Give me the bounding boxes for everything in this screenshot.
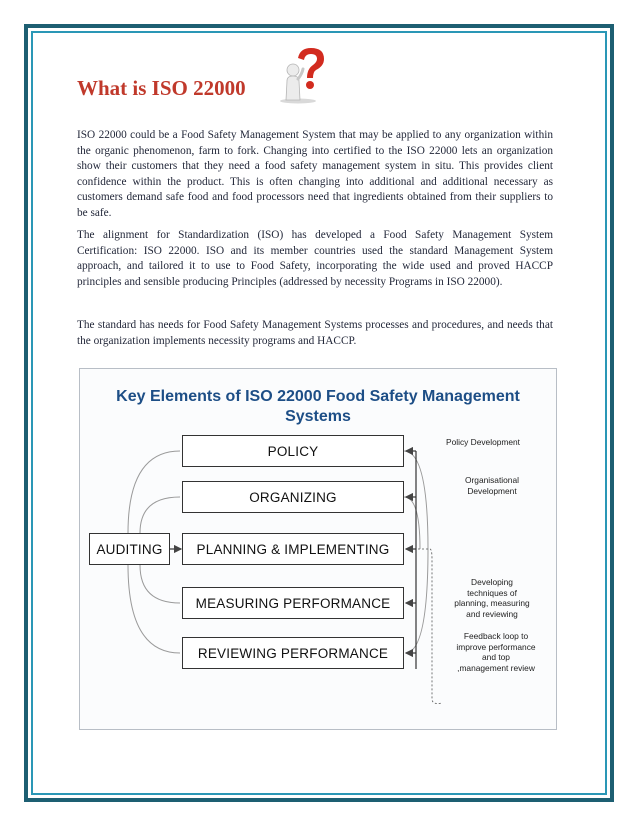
question-mark-person-icon xyxy=(276,48,340,104)
diagram-title-line2: Systems xyxy=(285,408,351,425)
iso-development-paragraph: The alignment for Standardization (ISO) has developed a Food Safety Management System Certification: ISO 22000. ISO and its member countries used the standard Management System approach, and tailored it to use to Food Safety, incorporating the wide used and proved HACCP principles and sensible producing Principles (addressed by necessity Programs in ISO 22000). xyxy=(77,229,553,288)
intro-paragraph: ISO 22000 could be a Food Safety Management System that may be applied to any organization within the organic phenomenon, farm to fork. Changing into certified to the ISO 22000 lets an organization show their customers that they need a food safety management system in situ. This provides client confidence within the product. This is often changing into additional and additional necessary as customers demand safe food and food processors need that ingredients obtained from their suppliers to be safe. xyxy=(77,129,553,219)
planning-implementing-box: PLANNING & IMPLEMENTING xyxy=(182,533,404,565)
auditing-box: AUDITING xyxy=(89,533,170,565)
policy-development-note: Policy Development xyxy=(446,437,521,447)
standard-needs-paragraph: The standard has needs for Food Safety Management Systems processes and procedures, and needs that the organization implements necessity programs and HACCP. xyxy=(77,319,553,347)
feedback-loop-note: Feedback loop to improve performance and top ,management review xyxy=(456,631,536,673)
diagram-title: Key Elements of ISO 22000 Food Safety Management xyxy=(116,388,520,405)
reviewing-performance-box: REVIEWING PERFORMANCE xyxy=(182,637,404,669)
policy-box: POLICY xyxy=(182,435,404,467)
page-title: What is ISO 22000 xyxy=(77,76,246,100)
iso-key-elements-diagram xyxy=(79,368,557,730)
developing-techniques-note: Developing techniques of planning, measuring and reviewing xyxy=(454,577,530,619)
organisational-development-note: Organisational Development xyxy=(464,475,519,496)
measuring-performance-box: MEASURING PERFORMANCE xyxy=(182,587,404,619)
organizing-box: ORGANIZING xyxy=(182,481,404,513)
